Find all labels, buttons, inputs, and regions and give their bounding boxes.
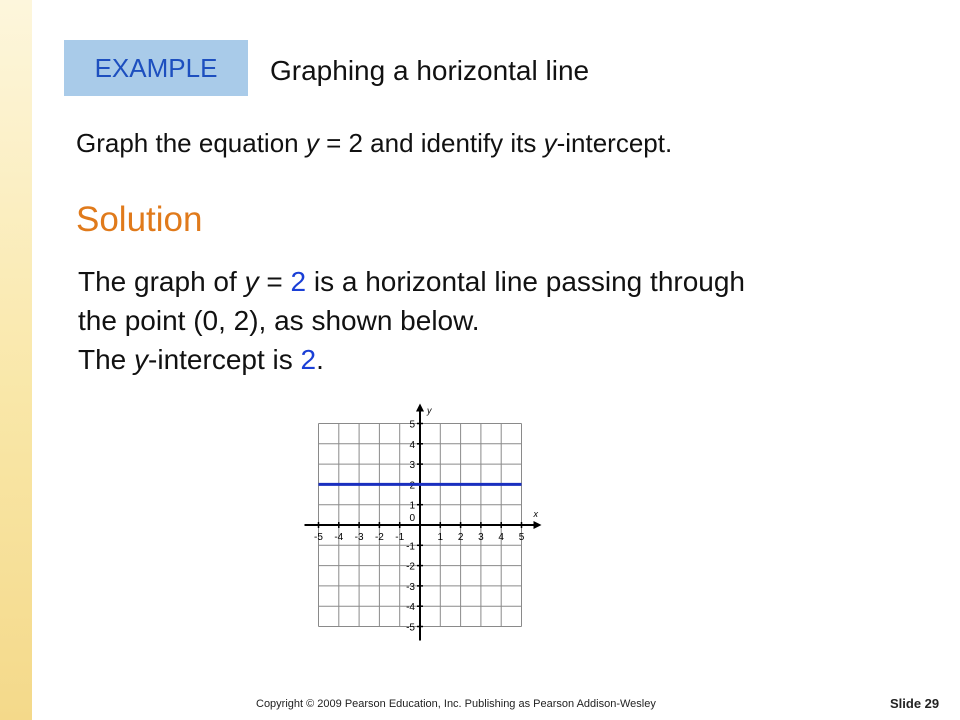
y-variable: y: [134, 344, 149, 375]
x-tick-label: -2: [374, 532, 384, 543]
solution-text: -intercept is: [148, 344, 301, 375]
highlight-value: 2: [300, 344, 317, 375]
prompt-text-3: -intercept.: [556, 128, 673, 158]
x-axis-label: x: [533, 509, 538, 519]
y-tick-label: -1: [406, 541, 415, 553]
solution-heading: Solution: [76, 200, 203, 239]
y-tick-label: 5: [409, 419, 415, 431]
solution-line-2: the point (0, 2), as shown below.: [78, 305, 480, 336]
solution-text: is a horizontal line passing through: [306, 266, 745, 297]
y-tick-label: 2: [409, 480, 415, 492]
solution-body: [78, 262, 878, 379]
x-tick-label: 2: [457, 532, 464, 543]
left-decorative-strip: [0, 0, 32, 720]
x-tick-label: 4: [498, 532, 504, 543]
solution-text: =: [258, 266, 291, 297]
y-tick-label: -2: [406, 561, 415, 573]
footer-copyright: Copyright © 2009 Pearson Education, Inc. Publishing as Pearson Addison-Wesley: [256, 698, 656, 710]
highlight-value: 2: [290, 266, 307, 297]
example-badge: EXAMPLE: [64, 40, 248, 96]
coordinate-graph: [295, 400, 555, 650]
prompt-y-variable: y: [305, 128, 319, 158]
y-variable: y: [244, 266, 259, 297]
problem-statement: [76, 128, 672, 159]
y-tick-label: -5: [406, 622, 415, 634]
y-tick-label: 3: [409, 460, 415, 472]
solution-text: The graph of: [78, 266, 245, 297]
y-axis-label: y: [427, 405, 432, 416]
solution-line-3: [78, 340, 878, 379]
y-tick-label: 1: [409, 500, 415, 512]
solution-line-1: [78, 262, 878, 301]
x-tick-label: -1: [395, 532, 405, 543]
y-tick-label: -3: [406, 581, 415, 593]
slide-number: Slide 29: [890, 696, 940, 711]
prompt-y-variable-2: y: [543, 128, 557, 158]
x-tick-label: -3: [354, 532, 364, 543]
origin-label: 0: [409, 513, 415, 524]
y-axis-arrow: [416, 404, 424, 412]
x-tick-label: -5: [314, 532, 323, 543]
solution-text: The: [78, 344, 135, 375]
prompt-text-2: = 2 and identify its: [318, 128, 544, 158]
solution-text: .: [316, 344, 324, 375]
prompt-text-1: Graph the equation: [76, 128, 306, 158]
x-tick-label: 1: [437, 532, 444, 543]
y-tick-label: 4: [409, 439, 415, 451]
x-tick-label: -4: [334, 532, 344, 543]
example-title: Graphing a horizontal line: [270, 55, 590, 86]
x-tick-label: 3: [478, 532, 484, 543]
x-axis-arrow: [534, 521, 542, 529]
y-tick-label: -4: [406, 602, 415, 614]
x-tick-label: 5: [518, 532, 525, 543]
